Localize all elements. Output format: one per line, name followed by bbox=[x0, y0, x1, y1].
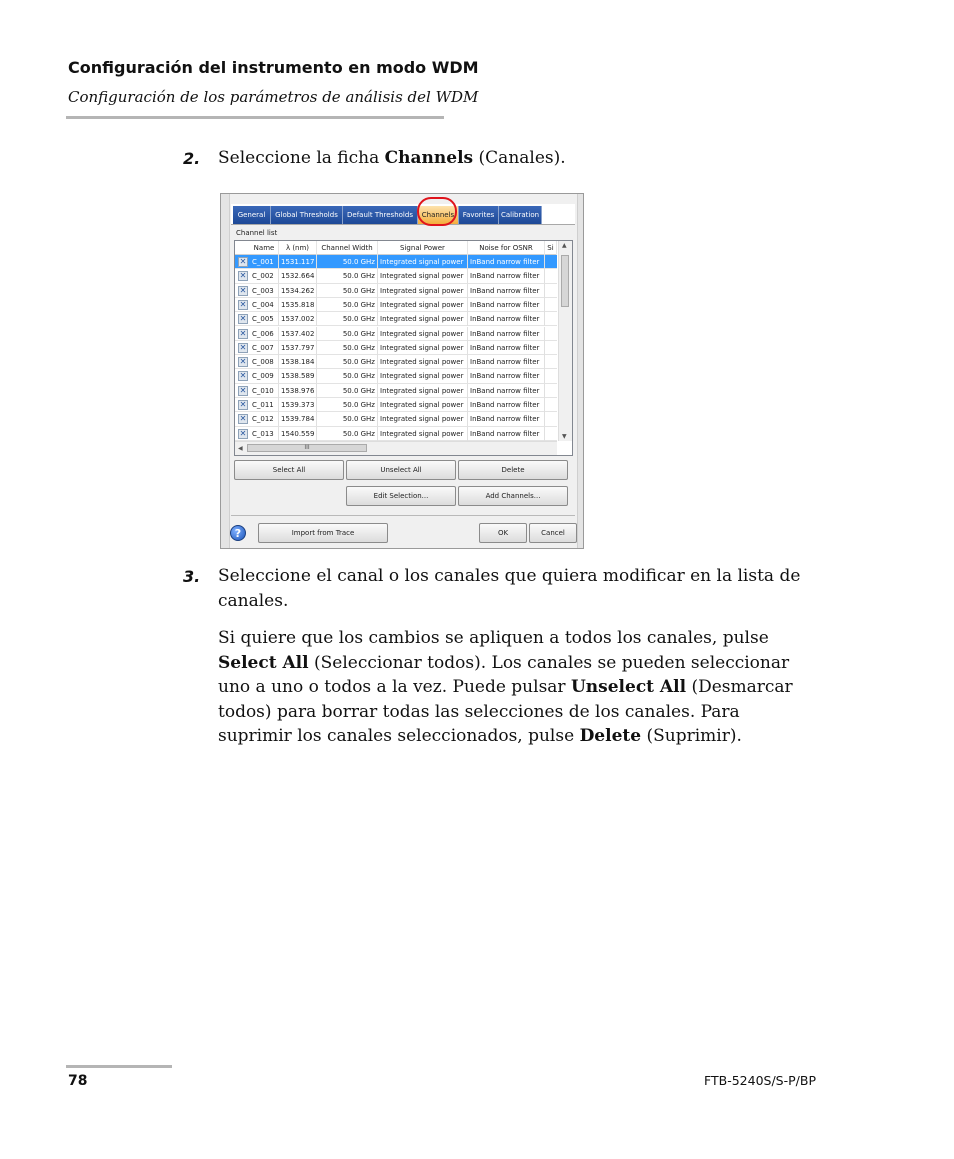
cell-channel-width: 50.0 GHz bbox=[317, 398, 378, 412]
cell-wavelength: 1539.373 bbox=[279, 398, 317, 412]
header-rule bbox=[66, 116, 444, 119]
cell-name: C_008 bbox=[250, 355, 279, 369]
cell-signal-power: Integrated signal power bbox=[378, 427, 468, 441]
edit-selection-button[interactable]: Edit Selection... bbox=[346, 486, 456, 506]
col-header-wavelength[interactable]: λ (nm) bbox=[279, 241, 317, 255]
cell-channel-width: 50.0 GHz bbox=[317, 369, 378, 383]
cell-name: C_003 bbox=[250, 284, 279, 298]
table-row[interactable] bbox=[235, 341, 557, 355]
cell-signal-power: Integrated signal power bbox=[378, 369, 468, 383]
step-3-number: 3. bbox=[183, 567, 201, 586]
footer-rule bbox=[66, 1065, 172, 1068]
cell-channel-width: 50.0 GHz bbox=[317, 269, 378, 283]
tab-favorites[interactable]: Favorites bbox=[459, 206, 499, 224]
cell-noise-osnr: InBand narrow filter bbox=[468, 298, 545, 312]
cell-noise-osnr: InBand narrow filter bbox=[468, 327, 545, 341]
col-header-si[interactable]: Si bbox=[545, 241, 557, 255]
vertical-scrollbar[interactable] bbox=[558, 241, 572, 441]
cell-wavelength: 1538.976 bbox=[279, 384, 317, 398]
scroll-up-icon[interactable]: ▲ bbox=[562, 242, 567, 249]
channels-highlight-ring bbox=[417, 197, 457, 226]
horizontal-scrollbar[interactable] bbox=[235, 441, 557, 455]
step-2-text: Seleccione la ficha Channels (Canales). bbox=[218, 148, 566, 168]
cell-signal-power: Integrated signal power bbox=[378, 341, 468, 355]
remove-x-icon[interactable]: ✕ bbox=[239, 371, 247, 381]
cell-wavelength: 1534.262 bbox=[279, 284, 317, 298]
add-channels-button[interactable]: Add Channels... bbox=[458, 486, 568, 506]
cell-name: C_004 bbox=[250, 298, 279, 312]
table-row[interactable] bbox=[235, 412, 557, 426]
cell-signal-power: Integrated signal power bbox=[378, 298, 468, 312]
running-header-title: Configuración del instrumento en modo WDM bbox=[68, 58, 479, 77]
remove-x-icon[interactable]: ✕ bbox=[239, 271, 247, 281]
cell-channel-width: 50.0 GHz bbox=[317, 355, 378, 369]
remove-x-icon[interactable]: ✕ bbox=[239, 400, 247, 409]
channels-tab-screenshot bbox=[220, 193, 584, 549]
cell-name: C_006 bbox=[250, 327, 279, 341]
channel-grid[interactable] bbox=[234, 240, 573, 456]
cell-channel-width: 50.0 GHz bbox=[317, 298, 378, 312]
step-3-text: Seleccione el canal o los canales que quiera modificar en la lista de canales. bbox=[218, 566, 801, 611]
col-header-noise-osnr[interactable]: Noise for OSNR bbox=[468, 241, 545, 255]
tab-bar bbox=[231, 204, 575, 225]
help-icon[interactable]: ? bbox=[230, 525, 246, 541]
cell-name: C_009 bbox=[250, 369, 279, 383]
select-all-paragraph: Si quiere que los cambios se apliquen a todos los canales, pulse Select All (Seleccionar todos). Los canales se pueden seleccionar uno a uno o todos a la vez. Puede pulsar Unselect All (Desmarcar todos) para borrar todas las selecciones de los canales. Para suprimir los canales seleccionados, pulse Delete (Suprimir). bbox=[218, 628, 793, 746]
cell-wavelength: 1531.117 bbox=[279, 255, 317, 269]
cell-wavelength: 1537.797 bbox=[279, 341, 317, 355]
cell-noise-osnr: InBand narrow filter bbox=[468, 341, 545, 355]
cell-signal-power: Integrated signal power bbox=[378, 312, 468, 326]
cell-signal-power: Integrated signal power bbox=[378, 327, 468, 341]
tab-general[interactable]: General bbox=[233, 206, 271, 224]
cell-signal-power: Integrated signal power bbox=[378, 255, 468, 269]
cell-channel-width: 50.0 GHz bbox=[317, 384, 378, 398]
cell-channel-width: 50.0 GHz bbox=[317, 284, 378, 298]
cell-channel-width: 50.0 GHz bbox=[317, 327, 378, 341]
horizontal-scroll-thumb[interactable]: III bbox=[247, 444, 367, 452]
tab-calibration[interactable]: Calibration bbox=[499, 206, 542, 224]
cancel-button[interactable]: Cancel bbox=[529, 523, 577, 543]
cell-noise-osnr: InBand narrow filter bbox=[468, 269, 545, 283]
cell-wavelength: 1537.002 bbox=[279, 312, 317, 326]
remove-x-icon[interactable]: ✕ bbox=[239, 428, 247, 438]
table-row[interactable] bbox=[235, 284, 557, 298]
footer-model: FTB-5240S/S-P/BP bbox=[704, 1073, 816, 1088]
cell-signal-power: Integrated signal power bbox=[378, 355, 468, 369]
cell-signal-power: Integrated signal power bbox=[378, 398, 468, 412]
table-row[interactable] bbox=[235, 427, 557, 441]
tab-channels[interactable]: Channels bbox=[418, 206, 459, 224]
remove-x-icon[interactable]: ✕ bbox=[239, 414, 247, 424]
table-row[interactable] bbox=[235, 298, 557, 312]
cell-wavelength: 1535.818 bbox=[279, 298, 317, 312]
col-header-channel-width[interactable]: Channel Width bbox=[317, 241, 378, 255]
cell-name: C_001 bbox=[250, 255, 279, 269]
delete-button[interactable]: Delete bbox=[458, 460, 568, 480]
tab-default-thresholds[interactable]: Default Thresholds bbox=[343, 206, 418, 224]
cell-name: C_005 bbox=[250, 312, 279, 326]
channel-list-label: Channel list bbox=[236, 229, 278, 237]
remove-x-icon[interactable]: ✕ bbox=[239, 299, 247, 309]
running-header-subtitle: Configuración de los parámetros de análisis del WDM bbox=[68, 88, 479, 106]
table-row[interactable] bbox=[235, 398, 557, 412]
remove-x-icon[interactable]: ✕ bbox=[239, 314, 247, 324]
page-number: 78 bbox=[68, 1073, 88, 1089]
grid-header-row bbox=[235, 241, 557, 255]
remove-x-icon[interactable]: ✕ bbox=[239, 328, 247, 338]
cell-noise-osnr: InBand narrow filter bbox=[468, 427, 545, 441]
scroll-left-icon[interactable]: ◀ bbox=[238, 445, 243, 452]
cell-name: C_007 bbox=[250, 341, 279, 355]
cell-channel-width: 50.0 GHz bbox=[317, 312, 378, 326]
table-row[interactable] bbox=[235, 384, 557, 398]
remove-x-icon[interactable]: ✕ bbox=[239, 285, 247, 295]
cell-wavelength: 1538.589 bbox=[279, 369, 317, 383]
dialog-bottom-rule bbox=[231, 515, 575, 516]
cell-signal-power: Integrated signal power bbox=[378, 269, 468, 283]
ok-button[interactable]: OK bbox=[479, 523, 527, 543]
tab-global-thresholds[interactable]: Global Thresholds bbox=[271, 206, 343, 224]
cell-noise-osnr: InBand narrow filter bbox=[468, 255, 545, 269]
table-row[interactable] bbox=[235, 312, 557, 326]
cell-channel-width: 50.0 GHz bbox=[317, 427, 378, 441]
vertical-scroll-thumb[interactable] bbox=[561, 255, 569, 307]
unselect-all-button[interactable]: Unselect All bbox=[346, 460, 456, 480]
cell-wavelength: 1540.559 bbox=[279, 427, 317, 441]
remove-x-icon[interactable]: ✕ bbox=[239, 257, 247, 266]
table-row[interactable] bbox=[235, 327, 557, 341]
step-2-number: 2. bbox=[183, 149, 201, 168]
table-row[interactable] bbox=[235, 255, 557, 269]
cell-channel-width: 50.0 GHz bbox=[317, 341, 378, 355]
import-from-trace-button[interactable]: Import from Trace bbox=[258, 523, 388, 543]
col-header-name[interactable]: Name bbox=[250, 241, 279, 255]
cell-signal-power: Integrated signal power bbox=[378, 412, 468, 426]
select-all-button[interactable]: Select All bbox=[234, 460, 344, 480]
cell-name: C_002 bbox=[250, 269, 279, 283]
cell-wavelength: 1537.402 bbox=[279, 327, 317, 341]
cell-wavelength: 1539.784 bbox=[279, 412, 317, 426]
cell-noise-osnr: InBand narrow filter bbox=[468, 284, 545, 298]
table-row[interactable] bbox=[235, 269, 557, 283]
table-row[interactable] bbox=[235, 369, 557, 383]
cell-noise-osnr: InBand narrow filter bbox=[468, 355, 545, 369]
cell-wavelength: 1532.664 bbox=[279, 269, 317, 283]
remove-x-icon[interactable]: ✕ bbox=[239, 357, 247, 367]
remove-x-icon[interactable]: ✕ bbox=[239, 342, 247, 352]
cell-signal-power: Integrated signal power bbox=[378, 284, 468, 298]
cell-noise-osnr: InBand narrow filter bbox=[468, 384, 545, 398]
cell-name: C_010 bbox=[250, 384, 279, 398]
col-header-signal-power[interactable]: Signal Power bbox=[378, 241, 468, 255]
remove-x-icon[interactable]: ✕ bbox=[239, 385, 247, 395]
cell-channel-width: 50.0 GHz bbox=[317, 412, 378, 426]
cell-noise-osnr: InBand narrow filter bbox=[468, 312, 545, 326]
cell-name: C_012 bbox=[250, 412, 279, 426]
cell-noise-osnr: InBand narrow filter bbox=[468, 369, 545, 383]
cell-noise-osnr: InBand narrow filter bbox=[468, 398, 545, 412]
cell-name: C_013 bbox=[250, 427, 279, 441]
window-right-edge bbox=[577, 194, 583, 548]
cell-channel-width: 50.0 GHz bbox=[317, 255, 378, 269]
cell-signal-power: Integrated signal power bbox=[378, 384, 468, 398]
cell-noise-osnr: InBand narrow filter bbox=[468, 412, 545, 426]
cell-name: C_011 bbox=[250, 398, 279, 412]
scroll-down-icon[interactable]: ▼ bbox=[562, 433, 567, 440]
table-row[interactable] bbox=[235, 355, 557, 369]
cell-wavelength: 1538.184 bbox=[279, 355, 317, 369]
window-left-edge bbox=[221, 194, 230, 548]
